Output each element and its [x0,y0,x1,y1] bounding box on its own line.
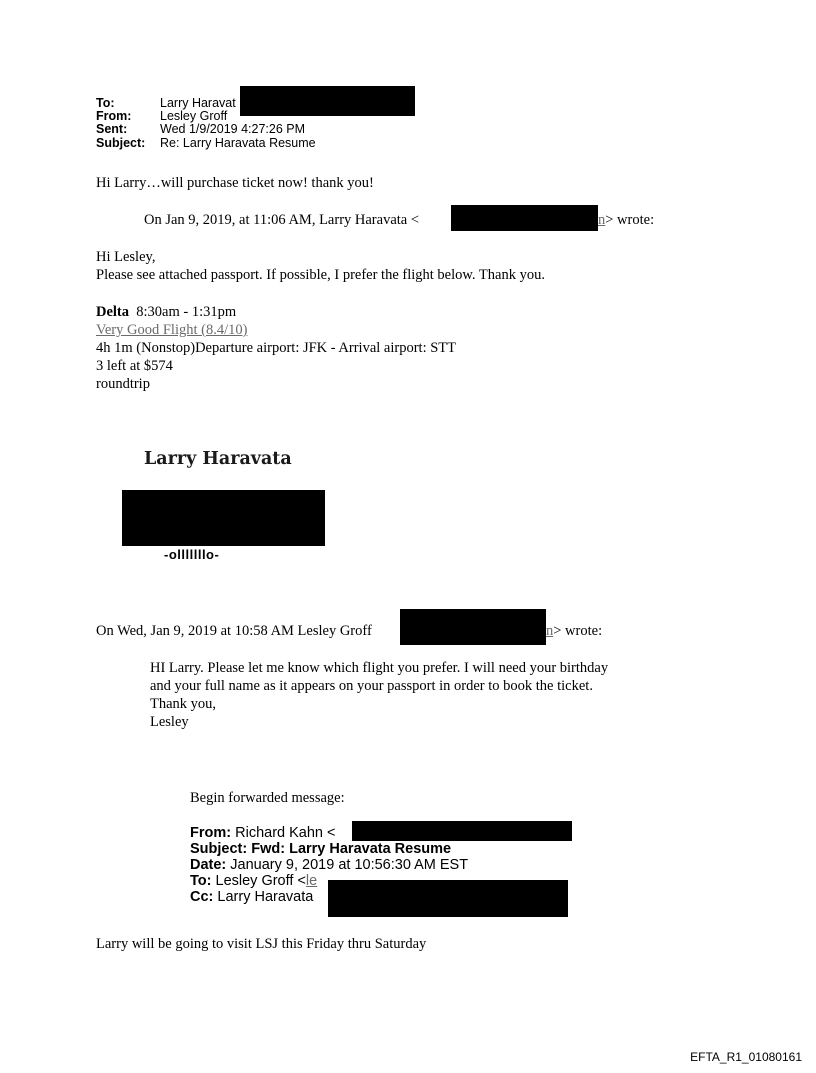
quote1-intro-prefix: On Jan 9, 2019, at 11:06 AM, Larry Haravata < [144,212,420,228]
reply-line: Hi Larry…will purchase ticket now! thank you! [96,175,374,191]
header-subject-row [96,137,316,150]
fwd-subject-row [190,841,468,857]
quote2-email-fragment[interactable]: n [546,623,554,639]
fwd-cc-label: Cc: [190,889,214,905]
to-value: Larry Haravat [160,96,236,110]
flight-airline: Delta [96,304,130,320]
redaction-box [451,205,598,231]
subject-label: Subject: [96,135,146,150]
quote2-line: HI Larry. Please let me know which flight you prefer. I will need your birthday [150,660,609,676]
flight-details: 4h 1m (Nonstop)Departure airport: JFK - Arrival airport: STT [96,340,457,356]
quote2-intro-prefix: On Wed, Jan 9, 2019 at 10:58 AM Lesley Groff [96,623,372,639]
flight-times: 8:30am - 1:31pm [136,304,237,320]
fwd-cc-value: Larry Haravata [217,889,314,905]
redaction-box [122,490,325,546]
from-label: From: [96,109,132,124]
redaction-box [400,609,546,645]
fwd-date-value: January 9, 2019 at 10:56:30 AM EST [230,857,469,873]
quote1-intro-suffix: > wrote: [605,212,655,228]
fwd-date-label: Date: [190,857,227,873]
quote2-intro [96,622,372,640]
quote2-line: Thank you, [150,696,217,712]
forwarded-intro: Begin forwarded message: [190,790,345,806]
fwd-subject-label: Subject: [190,841,248,857]
quote2-body [150,659,608,731]
fwd-from-value: Richard Kahn < [235,825,336,841]
sent-value: Wed 1/9/2019 4:27:26 PM [160,122,306,137]
quote2-intro-suffix: > wrote: [553,623,603,639]
quote1-intro-end [598,211,654,229]
subject-value: Re: Larry Haravata Resume [160,135,316,150]
document-id: EFTA_R1_01080161 [690,1050,802,1064]
quote1-intro [144,211,419,229]
quote1-greeting: Hi Lesley, [96,249,156,265]
sent-label: Sent: [96,122,128,137]
flight-rating-link[interactable]: Very Good Flight (8.4/10) [96,322,248,338]
fwd-to-value: Lesley Groff < [215,873,306,889]
quote1-body [96,248,545,284]
signature-name: Larry Haravata [144,449,292,469]
quote1-email-fragment[interactable]: n [598,212,606,228]
quote2-line: and your full name as it appears on your passport in order to book the ticket. [150,678,593,694]
fwd-from-label: From: [190,825,232,841]
fwd-to-email-fragment[interactable]: le [305,873,318,889]
flight-trip-type: roundtrip [96,376,150,392]
closing-line: Larry will be going to visit LSJ this Friday thru Saturday [96,936,427,952]
fwd-subject-value: Fwd: Larry Haravata Resume [251,841,452,857]
flight-block [96,303,456,393]
fwd-to-label: To: [190,873,212,889]
to-label: To: [96,96,115,110]
quote2-intro-end [546,622,602,640]
quote2-line: Lesley [150,714,189,730]
flight-header [96,303,456,321]
flight-price: 3 left at $574 [96,358,173,374]
from-value: Lesley Groff [160,109,228,124]
fwd-date-row [190,857,468,873]
redaction-box [352,821,572,841]
redaction-box [328,880,568,917]
redaction-box [240,86,415,116]
signature-logo: -olllllllo- [164,547,220,562]
quote1-message: Please see attached passport. If possible, I prefer the flight below. Thank you. [96,267,545,283]
